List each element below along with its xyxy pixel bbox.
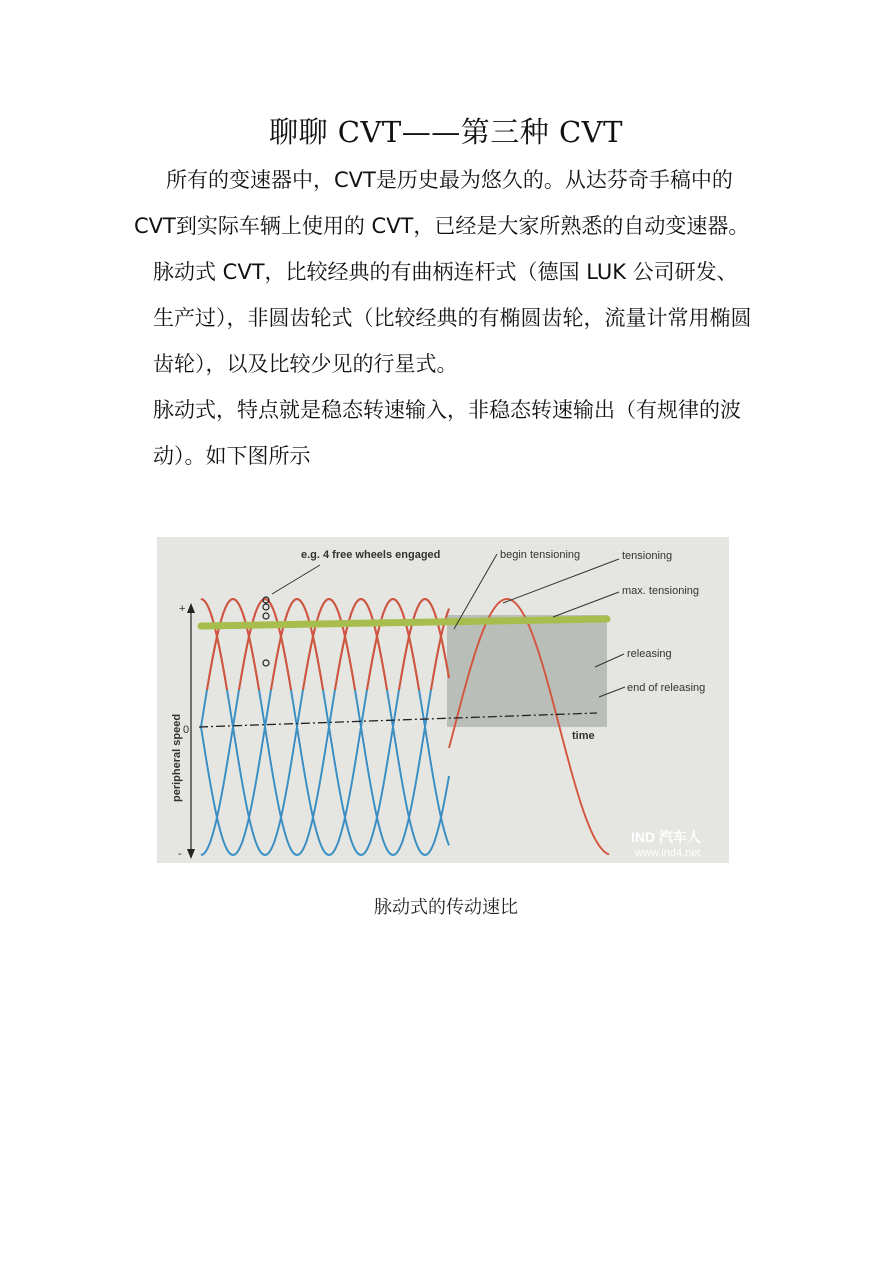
red-wave-crest	[207, 599, 387, 690]
blue-wave-curve	[201, 599, 449, 855]
figure-caption: 脉动式的传动速比	[374, 897, 518, 918]
engaged-marker	[263, 604, 269, 610]
speed-diagram-figure	[157, 537, 729, 863]
speed-diagram	[157, 537, 729, 863]
label-y-axis: peripheral speed	[171, 713, 183, 802]
blue-wave-curve	[201, 599, 449, 855]
blue-wave-curve	[201, 599, 449, 855]
red-wave-crest	[271, 599, 449, 690]
y-axis-arrow-up	[187, 603, 195, 613]
red-wave-crest	[207, 599, 387, 690]
engaged-marker	[263, 613, 269, 619]
engaged-marker	[263, 660, 269, 666]
document-title: 聊聊 CVT——第三种 CVT	[269, 115, 623, 149]
watermark-logo: IND 汽车人	[631, 829, 701, 845]
watermark-url: www.ind4.net	[635, 847, 701, 859]
red-wave-crest	[271, 599, 449, 690]
label-zero: 0	[183, 724, 190, 736]
blue-wave-curve	[201, 599, 449, 855]
label-tensioning: tensioning	[622, 550, 673, 562]
label-time-axis: time	[572, 730, 595, 742]
blue-wave-curve	[201, 599, 449, 855]
paragraph-intro: 所有的变速器中，CVT是历史最为悠久的。从达芬奇手稿中的CVT到实际车辆上使用的 CVT，已经是大家所熟悉的自动变速器。	[134, 168, 750, 238]
y-axis-arrow-down	[187, 849, 195, 859]
blue-wave-curve	[201, 599, 449, 855]
leader-engaged	[272, 565, 320, 594]
label-minus: -	[178, 848, 182, 860]
leader-tensioning	[503, 559, 619, 603]
label-end-of-releasing: end of releasing	[627, 682, 706, 694]
paragraph-characteristics: 脉动式，特点就是稳态转速输入，非稳态转速输出（有规律的波动）。如下图所示	[153, 398, 741, 468]
red-wave-crest	[201, 599, 449, 690]
label-max-tensioning: max. tensioning	[622, 585, 700, 597]
blue-wave-curve	[201, 599, 449, 855]
paragraph-types: 脉动式 CVT，比较经典的有曲柄连杆式（德国 LUK 公司研发、生产过），非圆齿轮式（比较经典的有椭圆齿轮，流量计常用椭圆齿轮），以及比较少见的行星式。	[153, 260, 752, 376]
label-releasing: releasing	[627, 648, 672, 660]
blue-wave-curve	[201, 599, 449, 855]
label-begin-tensioning: begin tensioning	[500, 549, 581, 561]
label-plus: +	[179, 603, 186, 615]
releasing-shade	[447, 615, 607, 727]
label-engaged: e.g. 4 free wheels engaged	[301, 549, 441, 561]
red-wave-crest	[201, 599, 449, 690]
leader-max-tensioning	[553, 592, 619, 617]
